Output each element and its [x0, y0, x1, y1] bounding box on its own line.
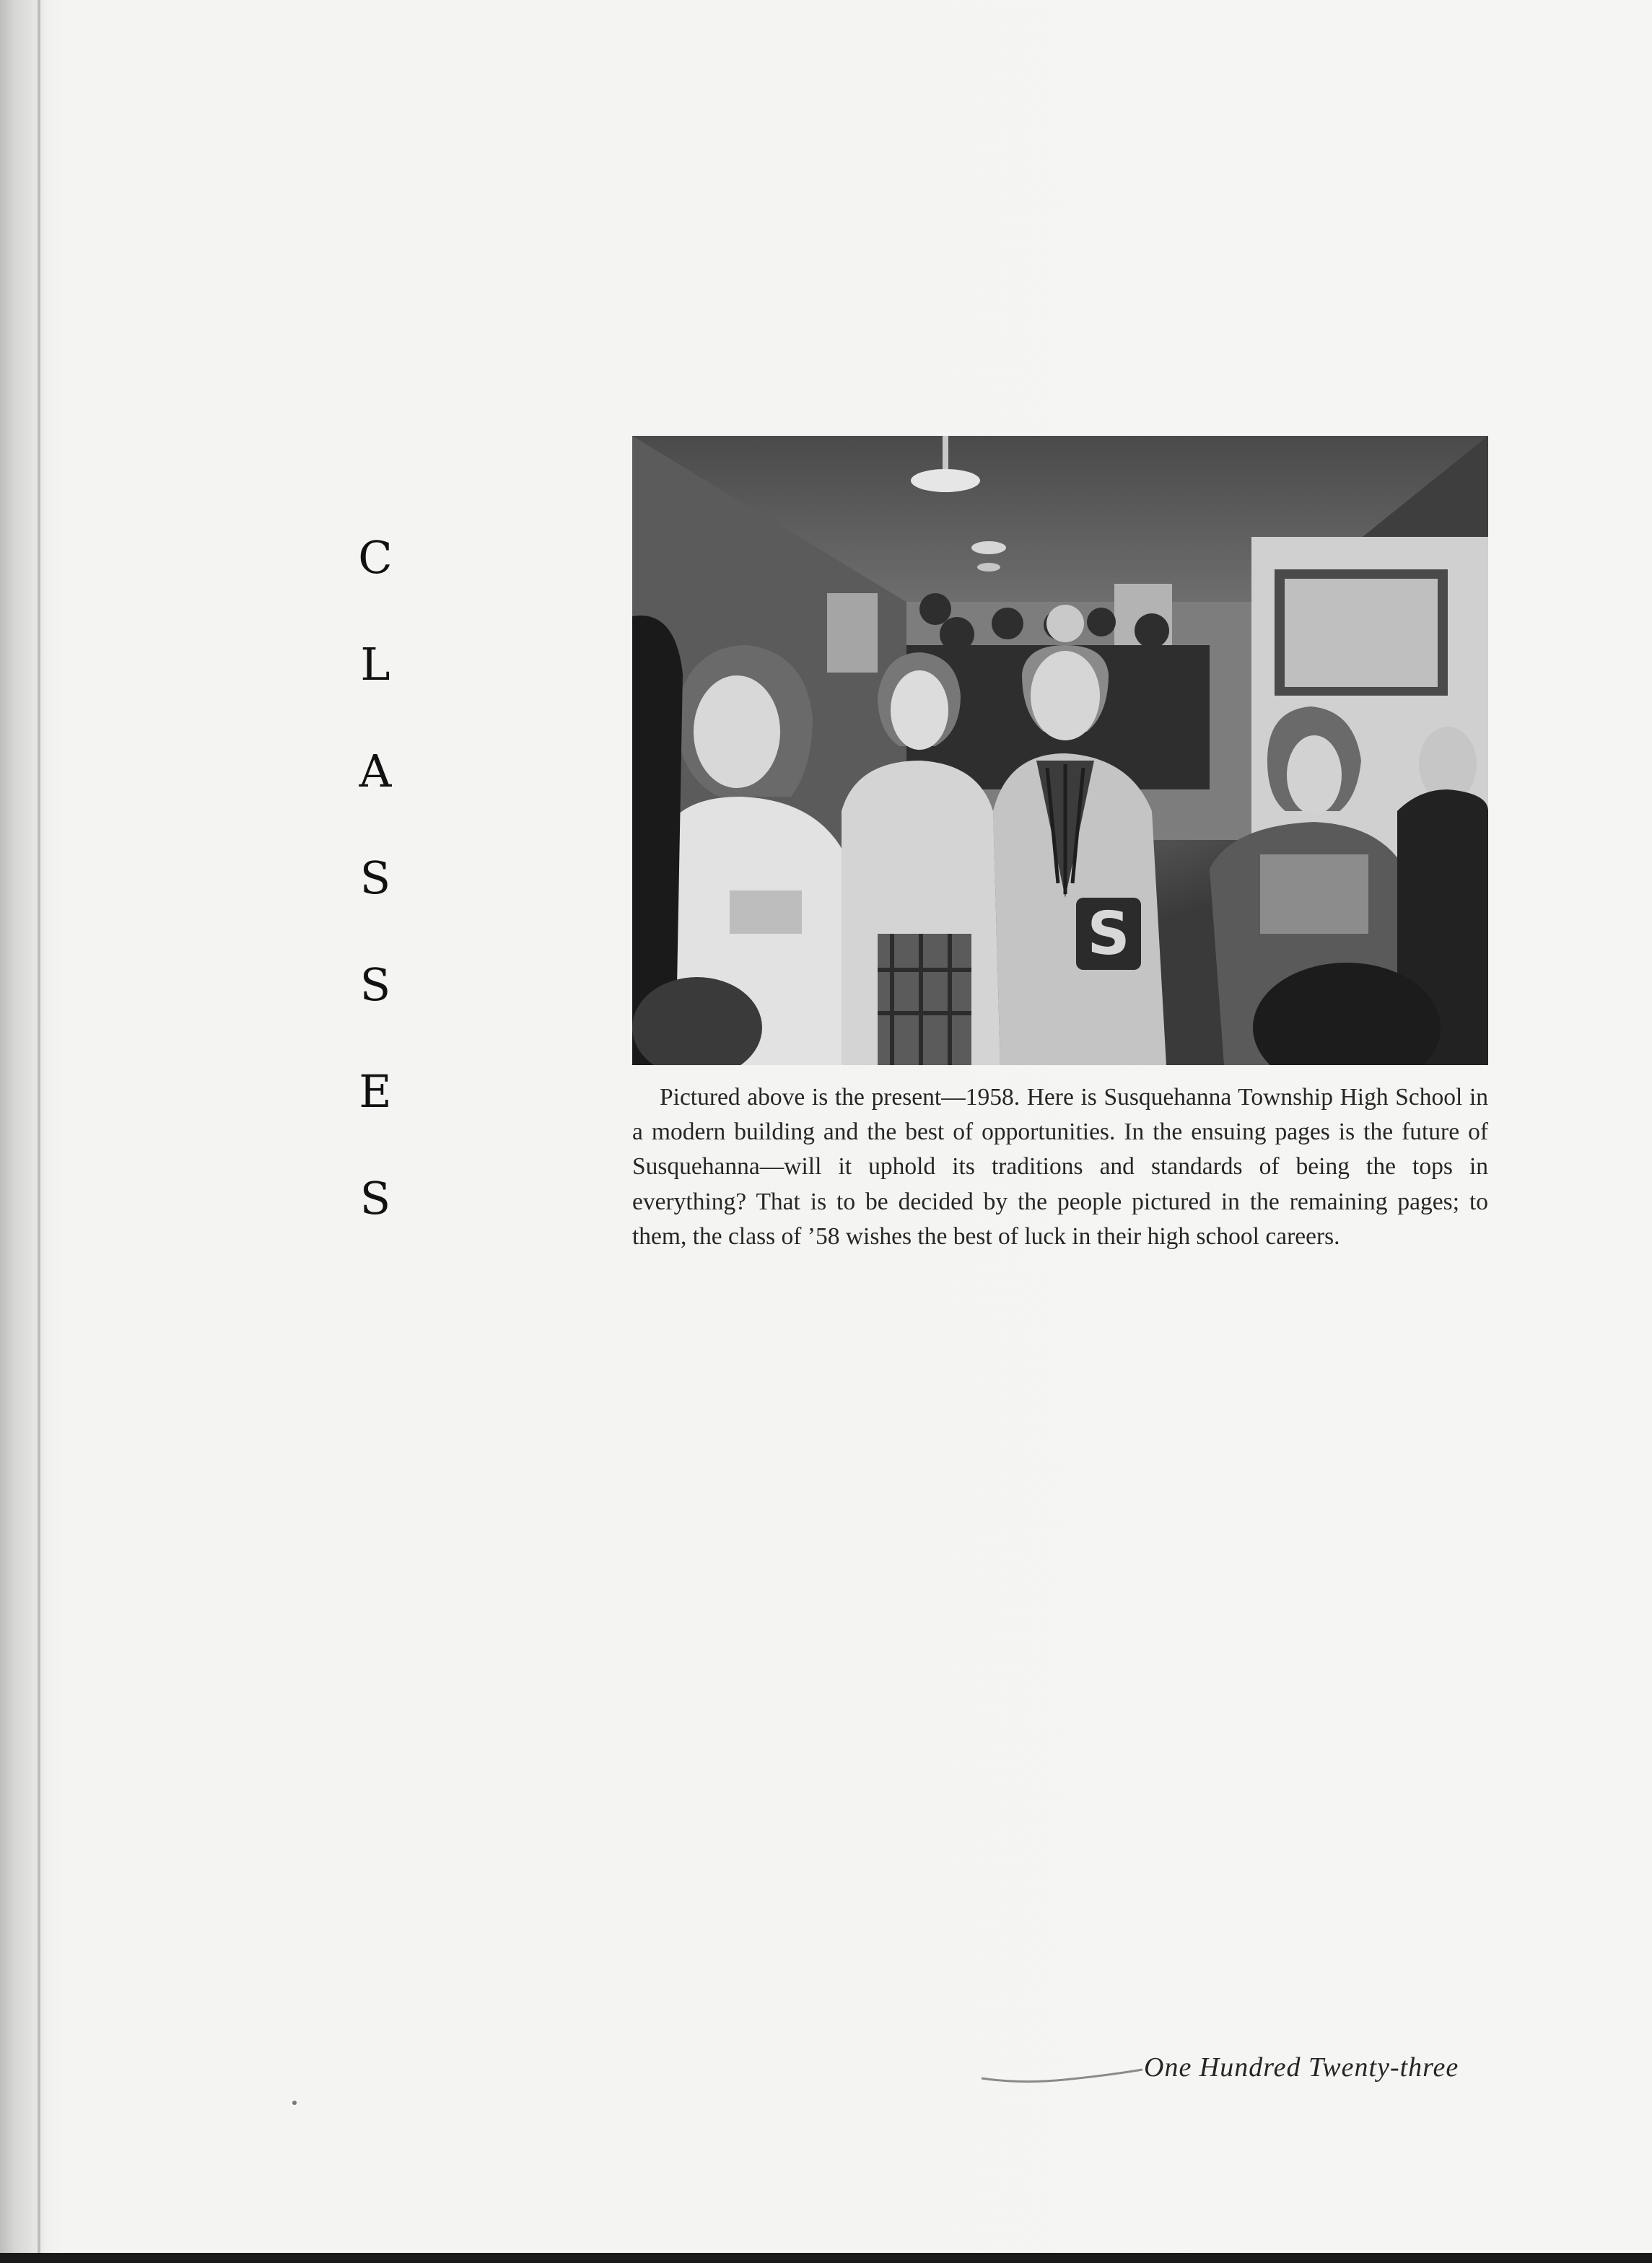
page-number: One Hundred Twenty-three — [1144, 2052, 1459, 2083]
title-letter: C — [358, 531, 393, 584]
photo-caption: Pictured above is the present—1958. Here is Susquehanna Township High School in a modern building and the best of opportunities. In the ensuing pages is the future of Susquehanna—will it uphold its traditions and standards of being the tops in everything? That is to be decided by the people pictured in the remaining pages; to them, the class of ’58 wishes the best of luck in their high school careers. — [632, 1084, 1488, 1250]
section-title-vertical — [354, 523, 397, 1271]
photo-illustration — [632, 436, 1488, 1065]
binding-crease — [38, 0, 40, 2263]
title-letter: S — [359, 1172, 391, 1225]
ceiling-light — [911, 469, 980, 492]
ceiling-light — [971, 541, 1006, 554]
title-letter: S — [359, 852, 391, 904]
scan-bottom-edge — [0, 2253, 1652, 2263]
paper-speck — [292, 2101, 297, 2105]
title-letter: E — [359, 1065, 392, 1118]
footer-swash-decoration — [978, 2065, 1144, 2087]
title-letter: S — [359, 958, 391, 1011]
title-letter: A — [359, 745, 392, 797]
ceiling-light — [977, 563, 1000, 572]
hallway-students-photo — [632, 436, 1488, 1065]
sweater-letter: S — [1087, 900, 1130, 968]
books — [1260, 854, 1368, 934]
light-stem — [943, 436, 948, 472]
title-letter: L — [360, 638, 390, 691]
